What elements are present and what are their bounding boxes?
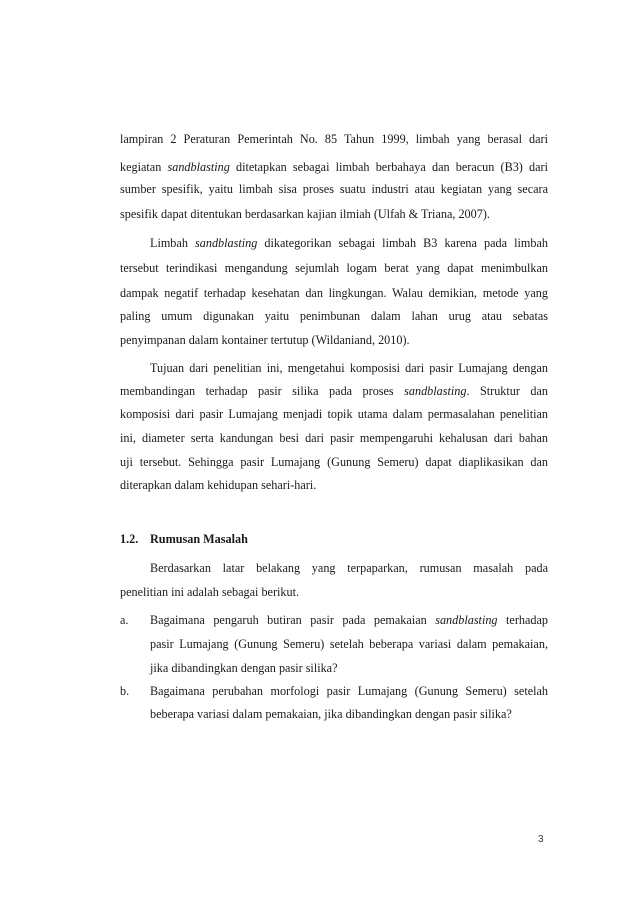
paragraph-line — [120, 584, 548, 600]
section-number: 1.2. — [120, 532, 139, 546]
paragraph-line — [120, 181, 548, 197]
text-run: kegiatan — [120, 160, 168, 174]
paragraph-line — [120, 285, 548, 301]
text-run: jika dibandingkan dengan pasir silika? — [150, 661, 338, 675]
list-item-line — [150, 706, 548, 722]
text-run: diterapkan dalam kehidupan sehari-hari. — [120, 478, 317, 492]
text-run: uji tersebut. Sehingga pasir Lumajang (Gunung Semeru) dapat diaplikasikan dan — [120, 455, 548, 469]
paragraph-line — [150, 560, 548, 576]
text-run: sumber spesifik, yaitu limbah sisa proses suatu industri atau kegiatan yang secara — [120, 182, 548, 196]
text-run: Limbah — [150, 236, 196, 250]
text-run: dampak negatif terhadap kesehatan dan lingkungan. Walau demikian, metode yang — [120, 286, 548, 300]
text-run: dikategorikan sebagai limbah B3 karena pada limbah — [257, 236, 548, 250]
text-run: penyimpanan dalam kontainer tertutup (Wildaniand, 2010). — [120, 333, 410, 347]
paragraph-line — [120, 332, 548, 348]
text-run: membandingan terhadap pasir silika pada proses — [120, 384, 405, 398]
page-number: 3 — [538, 834, 544, 845]
paragraph-line — [120, 383, 548, 399]
paragraph-line — [150, 360, 548, 376]
paragraph-line — [120, 206, 548, 222]
text-run: beberapa variasi dalam pemakaian, jika dibandingkan dengan pasir silika? — [150, 707, 512, 721]
text-run: Bagaimana perubahan morfologi pasir Lumajang (Gunung Semeru) setelah — [150, 684, 548, 698]
text-run: penelitian ini adalah sebagai berikut. — [120, 585, 300, 599]
list-item-line — [150, 660, 548, 676]
list-item-line — [150, 612, 548, 628]
paragraph-line — [120, 430, 548, 446]
italic-term: sandblasting — [404, 384, 467, 398]
list-marker: a. — [120, 613, 129, 627]
italic-term: sandblasting — [167, 160, 230, 174]
text-run: . Struktur dan — [466, 384, 548, 398]
list-item-line — [150, 683, 548, 699]
section-heading — [120, 531, 548, 547]
text-run: terhadap — [497, 613, 548, 627]
text-run: paling umum digunakan yaitu penimbunan dalam lahan urug atau sebatas — [120, 309, 548, 323]
italic-term: sandblasting — [195, 236, 258, 250]
list-item-line — [150, 636, 548, 652]
paragraph-line — [120, 131, 548, 147]
text-run: tersebut terindikasi mengandung sejumlah logam berat yang dapat menimbulkan — [120, 261, 548, 275]
text-run: Bagaimana pengaruh butiran pasir pada pemakaian — [150, 613, 436, 627]
text-run: ditetapkan sebagai limbah berbahaya dan beracun (B3) dari — [229, 160, 548, 174]
paragraph-line — [120, 159, 548, 175]
section-title: Rumusan Masalah — [150, 532, 248, 546]
text-run: Berdasarkan latar belakang yang terpaparkan, rumusan masalah pada — [150, 561, 548, 575]
paragraph-line — [120, 406, 548, 422]
text-run: ini, diameter serta kandungan besi dari pasir mempengaruhi kehalusan dari bahan — [120, 431, 548, 445]
text-run: komposisi dari pasir Lumajang menjadi topik utama dalam permasalahan penelitian — [120, 407, 548, 421]
paragraph-line — [150, 235, 548, 251]
paragraph-line — [120, 477, 548, 493]
text-run: spesifik dapat ditentukan berdasarkan kajian ilmiah (Ulfah & Triana, 2007). — [120, 207, 490, 221]
italic-term: sandblasting — [435, 613, 498, 627]
text-run: pasir Lumajang (Gunung Semeru) setelah beberapa variasi dalam pemakaian, — [150, 637, 548, 651]
list-marker: b. — [120, 684, 130, 698]
text-run: Tujuan dari penelitian ini, mengetahui komposisi dari pasir Lumajang dengan — [150, 361, 548, 375]
paragraph-line — [120, 454, 548, 470]
text-run: lampiran 2 Peraturan Pemerintah No. 85 Tahun 1999, limbah yang berasal dari — [120, 132, 548, 146]
paragraph-line — [120, 308, 548, 324]
paragraph-line — [120, 260, 548, 276]
